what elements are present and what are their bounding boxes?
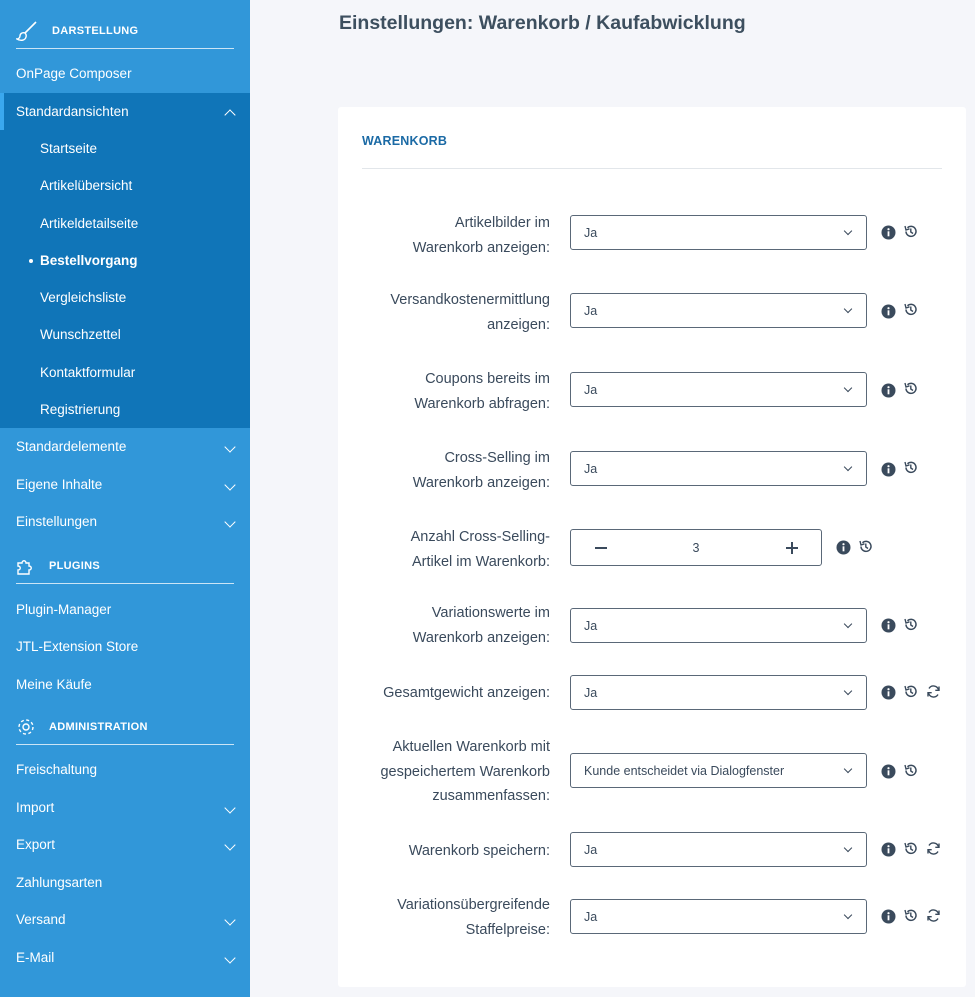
- chevron-down-icon: [224, 840, 235, 851]
- nav-item-einstellungen[interactable]: [0, 503, 250, 541]
- label-line: Warenkorb anzeigen:: [412, 629, 550, 646]
- select-value: Ja: [584, 619, 598, 633]
- select-value: Ja: [584, 910, 598, 924]
- paintbrush-icon: [16, 20, 38, 42]
- setting-label: [330, 288, 550, 337]
- history-icon[interactable]: [903, 224, 918, 239]
- label-line: Artikel im Warenkorb:: [411, 553, 550, 570]
- nav-item-meine-kaeufe[interactable]: [0, 666, 250, 704]
- setting-label: [330, 839, 550, 864]
- section-label: DARSTELLUNG: [52, 25, 139, 37]
- nav-item-versand[interactable]: [0, 901, 250, 939]
- card-title: WARENKORB: [362, 134, 448, 148]
- nav-item-label: Zahlungsarten: [16, 874, 103, 890]
- label-line: Variationswerte im: [431, 605, 550, 621]
- sub-item-label: Kontaktformular: [40, 364, 136, 380]
- chevron-down-icon: [844, 911, 852, 919]
- nav-item-label: Plugin-Manager: [16, 601, 112, 617]
- nav-item-freischaltung[interactable]: [0, 751, 250, 789]
- nav-item-label: Einstellungen: [16, 514, 98, 530]
- sub-item-vergleichsliste[interactable]: [0, 279, 250, 316]
- setting-label: [330, 735, 550, 809]
- chevron-up-icon: [224, 109, 235, 120]
- history-icon[interactable]: [903, 763, 918, 778]
- info-icon[interactable]: [881, 304, 896, 319]
- select-value: Kunde entscheidet via Dialogfenster: [584, 764, 785, 778]
- label-line: zusammenfassen:: [432, 788, 550, 804]
- sub-item-label: Wunschzettel: [40, 327, 121, 343]
- nav-item-standardansichten[interactable]: [0, 93, 250, 131]
- select-value: Ja: [584, 226, 598, 240]
- label-line: Warenkorb abfragen:: [414, 395, 550, 412]
- chevron-down-icon: [844, 620, 852, 628]
- nav-item-label: Export: [16, 837, 56, 853]
- label-line: Versandkostenermittlung: [390, 292, 550, 308]
- sub-item-label: Startseite: [40, 141, 98, 156]
- info-icon[interactable]: [881, 618, 896, 633]
- gear-icon: [16, 716, 38, 738]
- label-line: gespeichertem Warenkorb: [380, 763, 550, 780]
- sub-item-label: Artikeldetailseite: [40, 215, 139, 231]
- label-line: Cross-Selling im: [444, 450, 550, 466]
- plus-icon-vertical[interactable]: [791, 542, 793, 554]
- sub-item-registrierung[interactable]: [0, 391, 250, 428]
- section-header-administration: [16, 707, 234, 745]
- page-title: Einstellungen: Warenkorb / Kaufabwicklung: [339, 12, 746, 34]
- history-icon[interactable]: [903, 460, 918, 475]
- setting-select[interactable]: [570, 372, 867, 407]
- stepper-value[interactable]: 3: [692, 541, 700, 555]
- card-divider: [362, 168, 942, 169]
- refresh-icon[interactable]: [926, 908, 941, 923]
- chevron-down-icon: [224, 442, 235, 453]
- history-icon[interactable]: [903, 908, 918, 923]
- nav-item-label: Eigene Inhalte: [16, 476, 103, 492]
- active-dot-icon: [29, 259, 33, 263]
- history-icon[interactable]: [903, 617, 918, 632]
- label-line: anzeigen:: [487, 316, 550, 333]
- info-icon[interactable]: [836, 540, 851, 555]
- nav-item-plugin-manager[interactable]: [0, 591, 250, 629]
- nav-item-label: Standardansichten: [16, 103, 129, 119]
- select-value: Ja: [584, 462, 598, 476]
- nav-item-label: Versand: [16, 912, 66, 928]
- info-icon[interactable]: [881, 383, 896, 398]
- chevron-down-icon: [844, 227, 852, 235]
- section-label: PLUGINS: [49, 559, 100, 572]
- nav-item-label: JTL-Extension Store: [16, 639, 139, 655]
- history-icon[interactable]: [903, 841, 918, 856]
- history-icon[interactable]: [903, 381, 918, 396]
- chevron-down-icon: [844, 765, 852, 773]
- history-icon[interactable]: [903, 302, 918, 317]
- sub-item-label: Bestellvorgang: [40, 252, 138, 268]
- setting-label: [330, 367, 550, 416]
- setting-label: [330, 525, 550, 574]
- select-value: Ja: [584, 686, 598, 700]
- sub-item-kontaktformular[interactable]: [0, 354, 250, 391]
- chevron-down-icon: [224, 952, 235, 963]
- setting-select[interactable]: [570, 832, 867, 867]
- info-icon[interactable]: [881, 685, 896, 700]
- select-value: Ja: [584, 383, 598, 397]
- setting-select[interactable]: [570, 753, 867, 788]
- setting-label: [330, 893, 550, 942]
- settings-card: [338, 107, 966, 987]
- nav-item-label: Standardelemente: [16, 439, 127, 455]
- label-line: Variationsübergreifende: [397, 897, 550, 913]
- nav-item-label: OnPage Composer: [16, 66, 132, 81]
- puzzle-icon: [16, 555, 38, 577]
- setting-select[interactable]: [570, 451, 867, 486]
- sidebar: [0, 0, 250, 997]
- chevron-down-icon: [844, 305, 852, 313]
- chevron-down-icon: [844, 384, 852, 392]
- sub-item-label: Artikelübersicht: [40, 178, 133, 194]
- nav-item-zahlungsarten[interactable]: [0, 864, 250, 902]
- history-icon[interactable]: [858, 539, 873, 554]
- nav-item-label: E-Mail: [16, 949, 55, 965]
- sub-item-artikeluebersicht[interactable]: [0, 167, 250, 204]
- setting-label: [330, 601, 550, 650]
- label-line: Anzahl Cross-Selling-: [410, 529, 550, 545]
- refresh-icon[interactable]: [926, 841, 941, 856]
- setting-select[interactable]: [570, 293, 867, 328]
- refresh-icon[interactable]: [926, 684, 941, 699]
- label-line: Coupons bereits im: [425, 371, 550, 387]
- label-line: Aktuellen Warenkorb mit: [392, 739, 550, 755]
- select-value: Ja: [584, 304, 598, 318]
- label-line: Warenkorb speichern:: [408, 843, 550, 859]
- select-value: Ja: [584, 843, 598, 857]
- nav-item-export[interactable]: [0, 826, 250, 864]
- setting-select[interactable]: [570, 215, 867, 250]
- section-label: ADMINISTRATION: [49, 721, 148, 734]
- label-line: Artikelbilder im: [454, 215, 550, 231]
- label-line: Warenkorb anzeigen:: [412, 239, 550, 256]
- nav-item-label: Meine Käufe: [16, 676, 92, 692]
- section-header-plugins: [16, 546, 234, 584]
- nav-group-standardansichten: [0, 93, 250, 429]
- chevron-down-icon: [844, 687, 852, 695]
- sub-item-label: Registrierung: [40, 402, 121, 418]
- chevron-down-icon: [224, 479, 235, 490]
- chevron-down-icon: [224, 802, 235, 813]
- setting-label: [330, 446, 550, 495]
- sub-item-startseite[interactable]: [0, 130, 250, 167]
- info-icon[interactable]: [881, 842, 896, 857]
- label-line: Gesamtgewicht anzeigen:: [383, 685, 550, 701]
- nav-item-jtl-extension-store[interactable]: [0, 628, 250, 666]
- nav-item-label: Freischaltung: [16, 762, 98, 778]
- history-icon[interactable]: [903, 684, 918, 699]
- setting-select[interactable]: [570, 675, 867, 710]
- info-icon[interactable]: [881, 764, 896, 779]
- chevron-down-icon: [224, 517, 235, 528]
- nav-item-onpage-composer[interactable]: [0, 55, 250, 93]
- setting-label: [330, 681, 550, 706]
- sub-item-bestellvorgang[interactable]: [0, 242, 250, 279]
- nav-item-standardelemente[interactable]: [0, 428, 250, 466]
- section-header-darstellung: [16, 11, 234, 49]
- info-icon[interactable]: [881, 225, 896, 240]
- chevron-down-icon: [844, 463, 852, 471]
- info-icon[interactable]: [881, 462, 896, 477]
- label-line: Warenkorb anzeigen:: [412, 474, 550, 491]
- label-line: Staffelpreise:: [465, 921, 550, 938]
- sub-item-artikeldetailseite[interactable]: [0, 205, 250, 242]
- sub-item-label: Vergleichsliste: [40, 290, 127, 306]
- setting-select[interactable]: [570, 608, 867, 643]
- chevron-down-icon: [844, 844, 852, 852]
- sub-item-wunschzettel[interactable]: [0, 316, 250, 353]
- nav-item-import[interactable]: [0, 789, 250, 827]
- nav-item-e-mail[interactable]: [0, 939, 250, 977]
- chevron-down-icon: [224, 915, 235, 926]
- info-icon[interactable]: [881, 909, 896, 924]
- nav-item-eigene-inhalte[interactable]: [0, 466, 250, 504]
- setting-select[interactable]: [570, 899, 867, 934]
- nav-item-label: Import: [16, 799, 55, 815]
- quantity-stepper[interactable]: [570, 529, 822, 566]
- setting-label: [330, 211, 550, 260]
